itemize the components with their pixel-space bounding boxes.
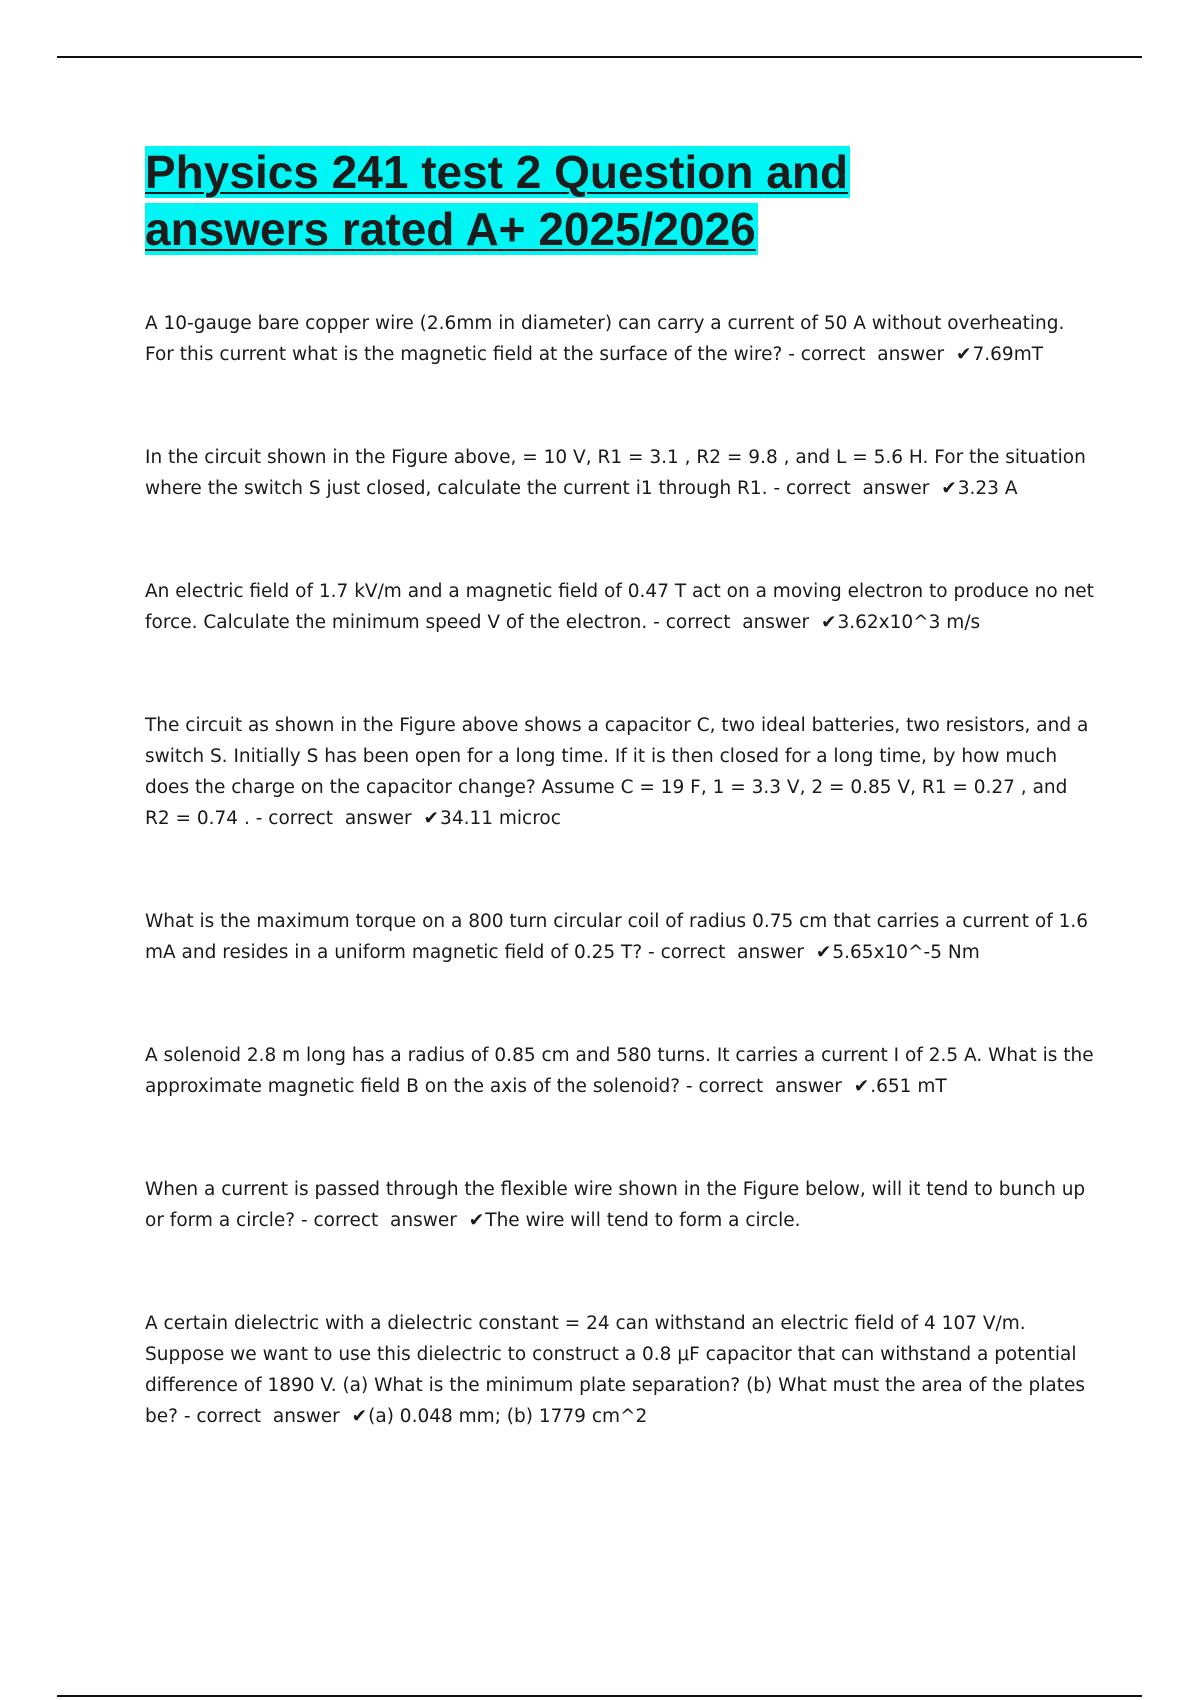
answer-separator: - correct answer — [295, 1210, 463, 1231]
qa-item-5 — [145, 906, 1095, 968]
question-text: What is the maximum torque on a 800 turn circular coil of radius 0.75 cm that carries a current of 1.6 mA and resides in a uniform magnetic field of 0.25 T? — [145, 911, 1089, 963]
answer-separator: - correct answer — [177, 1406, 346, 1427]
answer-text: The wire will tend to form a circle. — [485, 1210, 801, 1231]
answer-separator: - correct answer — [249, 808, 418, 829]
answer-separator: - correct answer — [782, 344, 950, 365]
title-line-2: answers rated A+ 2025/2026 — [145, 203, 756, 255]
question-text: A solenoid 2.8 m long has a radius of 0.85 cm and 580 turns. It carries a current I of 2.5 A. What is the approximate magnetic field B on the axis of the solenoid? — [145, 1045, 1094, 1097]
check-icon: ✔ — [820, 612, 837, 633]
answer-text: (a) 0.048 mm; (b) 1779 cm^2 — [368, 1406, 648, 1427]
answer-separator: - correct answer — [767, 478, 936, 499]
footer-rule — [57, 1695, 1142, 1697]
check-icon: ✔ — [941, 478, 957, 499]
answer-text: 3.23 A — [957, 478, 1018, 499]
header-rule — [57, 56, 1142, 58]
answer-text: 34.11 microc — [440, 808, 561, 829]
qa-item-8 — [145, 1308, 1095, 1432]
check-icon: ✔ — [815, 942, 832, 963]
qa-item-1 — [145, 308, 1095, 370]
qa-item-4 — [145, 710, 1095, 834]
title-line-1: Physics 241 test 2 Question and — [145, 146, 849, 198]
qa-item-6 — [145, 1040, 1095, 1102]
check-icon: ✔ — [423, 808, 440, 829]
answer-text: 5.65x10^-5 Nm — [832, 942, 980, 963]
answer-separator: - correct answer — [647, 612, 815, 633]
qa-item-7 — [145, 1174, 1095, 1236]
question-text: A certain dielectric with a dielectric constant = 24 can withstand an electric field of 4 107 V/m. Suppose we want to use this dielectric to construct a 0.8 μF capacitor that can withstand a potential difference of 1890 V. (a) What is the minimum plate separation? (b) What must the area of the plates be? — [145, 1313, 1085, 1427]
question-text: When a current is passed through the flexible wire shown in the Figure below, will it tend to bunch up or form a circle? — [145, 1179, 1086, 1231]
check-icon: ✔ — [351, 1406, 368, 1427]
document-title — [145, 144, 1105, 258]
check-icon: ✔ — [853, 1076, 870, 1097]
question-text: An electric field of 1.7 kV/m and a magnetic field of 0.47 T act on a moving electron to produce no net force. Calculate the minimum speed V of the electron. — [145, 581, 1094, 633]
check-icon: ✔ — [956, 344, 972, 365]
check-icon: ✔ — [468, 1210, 485, 1231]
answer-separator: - correct answer — [642, 942, 810, 963]
question-text: The circuit as shown in the Figure above shows a capacitor C, two ideal batteries, two resistors, and a switch S. Initially S has been open for a long time. If it is then closed for a long time, by how much does the charge on the capacitor change? Assume C = 19 F, 1 = 3.3 V, 2 = 0.85 V, R1 = 0.27 , and R2 = 0.74 . — [145, 715, 1089, 829]
answer-separator: - correct answer — [680, 1076, 848, 1097]
answer-text: 7.69mT — [972, 344, 1044, 365]
question-text: A 10-gauge bare copper wire (2.6mm in diameter) can carry a current of 50 A without overheating. For this current what is the magnetic field at the surface of the wire? — [145, 313, 1065, 365]
qa-item-2 — [145, 442, 1095, 504]
qa-item-3 — [145, 576, 1095, 638]
answer-text: .651 mT — [870, 1076, 947, 1097]
answer-text: 3.62x10^3 m/s — [837, 612, 981, 633]
question-text: In the circuit shown in the Figure above, = 10 V, R1 = 3.1 , R2 = 9.8 , and L = 5.6 H. For the situation where the switch S just closed, calculate the current i1 through R1. — [145, 447, 1086, 499]
